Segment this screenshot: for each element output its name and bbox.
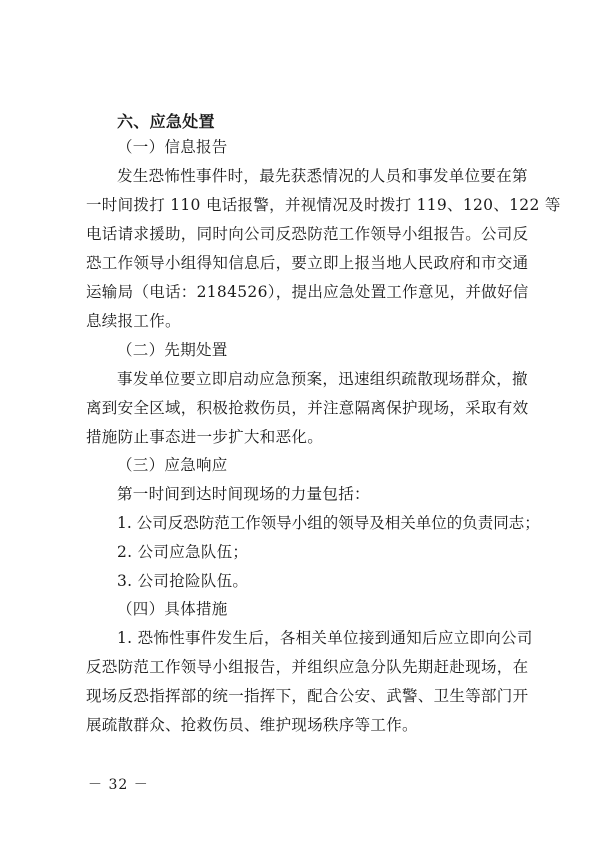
paragraph-line: 反恐防范工作领导小组报告，并组织应急分队先期赶赴现场，在 [86, 658, 529, 676]
paragraph-line: 息续报工作。 [86, 312, 181, 330]
paragraph-line: 一时间拨打 110 电话报警，并视情况及时拨打 119、120、122 等 [86, 196, 561, 214]
list-item: 3. 公司抢险队伍。 [117, 572, 249, 590]
paragraph-line: 展疏散群众、抢救伤员、维护现场秩序等工作。 [86, 716, 418, 734]
paragraph-line: 发生恐怖性事件时，最先获悉情况的人员和事发单位要在第 [117, 167, 528, 185]
paragraph-line: 事发单位要立即启动应急预案，迅速组织疏散现场群众，撤 [117, 370, 528, 388]
subsection-heading-emergency-response: （三）应急响应 [117, 456, 228, 474]
paragraph-line: 离到安全区域，积极抢救伤员，并注意隔离保护现场，采取有效 [86, 399, 529, 417]
page-number: － 32 － [88, 777, 149, 793]
paragraph-line: 运输局（电话：2184526），提出应急处置工作意见，并做好信 [86, 283, 529, 301]
paragraph-line: 措施防止事态进一步扩大和恶化。 [86, 428, 324, 446]
section-title: 六、应急处置 [117, 112, 215, 131]
paragraph-line: 现场反恐指挥部的统一指挥下，配合公安、武警、卫生等部门开 [86, 687, 529, 705]
list-item: 2. 公司应急队伍； [117, 543, 249, 561]
paragraph-line: 第一时间到达时间现场的力量包括： [117, 485, 370, 503]
paragraph-line: 1. 恐怖性事件发生后，各相关单位接到通知后应立即向公司 [117, 629, 533, 647]
subsection-heading-info-report: （一）信息报告 [117, 138, 228, 156]
subsection-heading-initial-response: （二）先期处置 [117, 341, 228, 359]
paragraph-line: 电话请求援助，同时向公司反恐防范工作领导小组报告。公司反 [86, 225, 529, 243]
list-item: 1. 公司反恐防范工作领导小组的领导及相关单位的负责同志； [117, 514, 540, 532]
subsection-heading-specific-measures: （四）具体措施 [117, 600, 228, 618]
paragraph-line: 恐工作领导小组得知信息后，要立即上报当地人民政府和市交通 [86, 254, 529, 272]
